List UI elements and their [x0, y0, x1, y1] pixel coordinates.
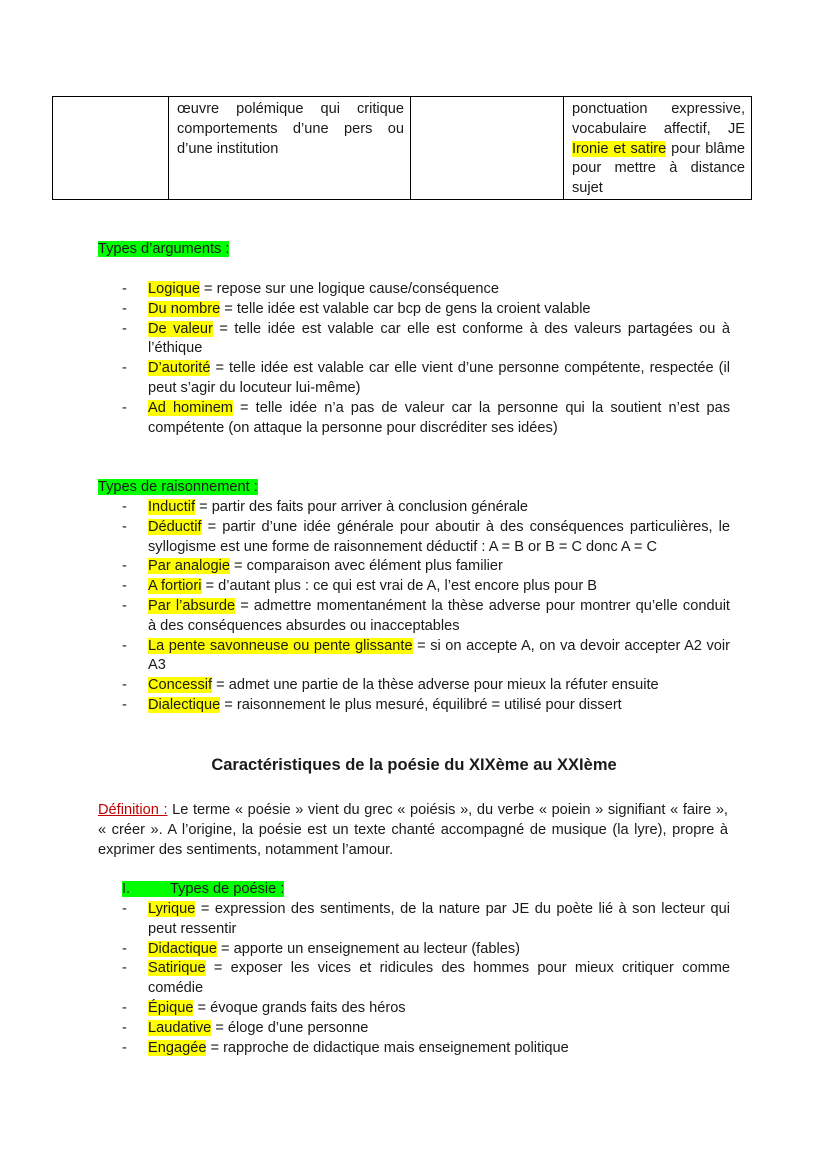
list-item: [98, 399, 730, 439]
list-item: [98, 359, 730, 399]
term-description: = repose sur une logique cause/conséquence: [199, 281, 499, 297]
term-highlight: Déductif: [148, 518, 202, 535]
term-description: = expression des sentiments, de la nature par JE du poète lié à son lecteur qui peut ressentir: [148, 901, 730, 937]
list-item: [98, 577, 730, 597]
table-cell: [53, 97, 169, 200]
term-description: = partir des faits pour arriver à conclusion générale: [195, 499, 529, 515]
list-item: [98, 959, 730, 999]
raisonnement-list: [98, 498, 730, 716]
list-item: [98, 1019, 730, 1039]
term-description: = apporte un enseignement au lecteur (fables): [216, 940, 520, 957]
term-description: = telle idée n’a pas de valeur car la personne qui la soutient n’est pas compétente (on attaque la personne pour discréditer ses idées): [148, 399, 730, 436]
term-description: = éloge d’une personne: [211, 1019, 369, 1036]
term-highlight: Du nombre: [148, 300, 221, 317]
list-item: [98, 900, 730, 940]
term-highlight: D’autorité: [148, 360, 211, 377]
term-description: = si on accepte A, on va devoir accepter A2 voir A3: [148, 637, 730, 674]
term-highlight: Concessif: [148, 677, 213, 694]
table-cell: œuvre polémique qui critique comportements d’une pers ou d’une institution: [169, 97, 411, 200]
arguments-list: [98, 280, 730, 438]
term-highlight: Dialectique: [148, 696, 221, 713]
section-heading-arguments: Types d’arguments :: [98, 241, 230, 257]
term-highlight: Satirique: [148, 960, 206, 977]
term-description: = partir d’une idée générale pour aboutir à des conséquences particulières, le syllogisme est une forme de raisonnement déductif : A = B or B = C donc A = C: [148, 518, 730, 555]
term-highlight: La pente savonneuse ou pente glissante: [148, 637, 413, 654]
list-item: [98, 597, 730, 637]
term-highlight: De valeur: [148, 320, 213, 337]
list-item: [98, 1039, 730, 1059]
term-highlight: Logique: [148, 281, 200, 297]
term-description: = exposer les vices et ridicules des hommes pour mieux critiquer comme comédie: [148, 960, 730, 997]
term-highlight: Épique: [148, 999, 194, 1016]
list-item: [98, 280, 730, 300]
summary-table-fragment: [52, 96, 752, 200]
list-item: [98, 676, 730, 696]
definition-paragraph: Définition : Le terme « poésie » vient du grec « poiésis », du verbe « poiein » signifiant « faire », « créer ». A l’origine, la poésie est un texte chanté accompagné de musique (la lyre), propre à exprimer des sentiments, notamment l’amour.: [98, 802, 728, 858]
list-item: [98, 518, 730, 558]
list-item: [98, 940, 730, 960]
list-item: [98, 300, 730, 320]
list-item: [98, 557, 730, 577]
term-description: = admettre momentanément la thèse adverse pour montrer qu’elle conduit à des conséquences absurdes ou inacceptables: [148, 597, 730, 634]
term-description: = raisonnement le plus mesuré, équilibré = utilisé pour dissert: [220, 696, 622, 713]
term-highlight: A fortiori: [148, 578, 202, 595]
section-heading-types-poesie: I. Types de poésie :: [122, 881, 285, 897]
page-title: Caractéristiques de la poésie du XIXème au XXIème: [211, 756, 617, 774]
term-description: = admet une partie de la thèse adverse pour mieux la réfuter ensuite: [212, 677, 659, 694]
term-highlight: Par analogie: [148, 558, 230, 575]
term-description: = rapproche de didactique mais enseignement politique: [206, 1039, 569, 1056]
table-row: [53, 97, 752, 200]
poesie-types-list: [98, 900, 730, 1058]
list-item: [98, 637, 730, 677]
list-item: [98, 999, 730, 1019]
section-heading-raisonnement: Types de raisonnement :: [98, 479, 258, 495]
list-item: [98, 498, 730, 518]
term-description: = évoque grands faits des héros: [193, 999, 406, 1016]
term-description: = comparaison avec élément plus familier: [229, 558, 503, 575]
term-description: = telle idée est valable car bcp de gens la croient valable: [220, 300, 591, 317]
term-highlight: Engagée: [148, 1039, 207, 1056]
table-cell: ponctuation expressive, vocabulaire affectif, JE Ironie et satire pour blâme pour mettre à distance sujet: [564, 97, 752, 200]
table-cell: [411, 97, 564, 200]
list-item: [98, 320, 730, 360]
term-highlight: Didactique: [148, 940, 217, 957]
term-description: = telle idée est valable car elle vient d’une personne compétente, respectée (il peut s’agir du locuteur lui-même): [148, 360, 730, 396]
definition-label: Définition :: [98, 802, 168, 818]
term-highlight: Lyrique: [148, 901, 196, 917]
term-description: = d’autant plus : ce qui est vrai de A, l’est encore plus pour B: [201, 578, 598, 595]
term-highlight: Inductif: [148, 499, 196, 515]
list-item: [98, 696, 730, 716]
term-highlight: Laudative: [148, 1019, 212, 1036]
term-description: = telle idée est valable car elle est conforme à des valeurs partagées ou à l’éthique: [148, 320, 730, 357]
term-highlight: Par l’absurde: [148, 597, 236, 614]
term-highlight: Ad hominem: [148, 399, 233, 416]
highlighted-term: Ironie et satire: [572, 140, 667, 157]
